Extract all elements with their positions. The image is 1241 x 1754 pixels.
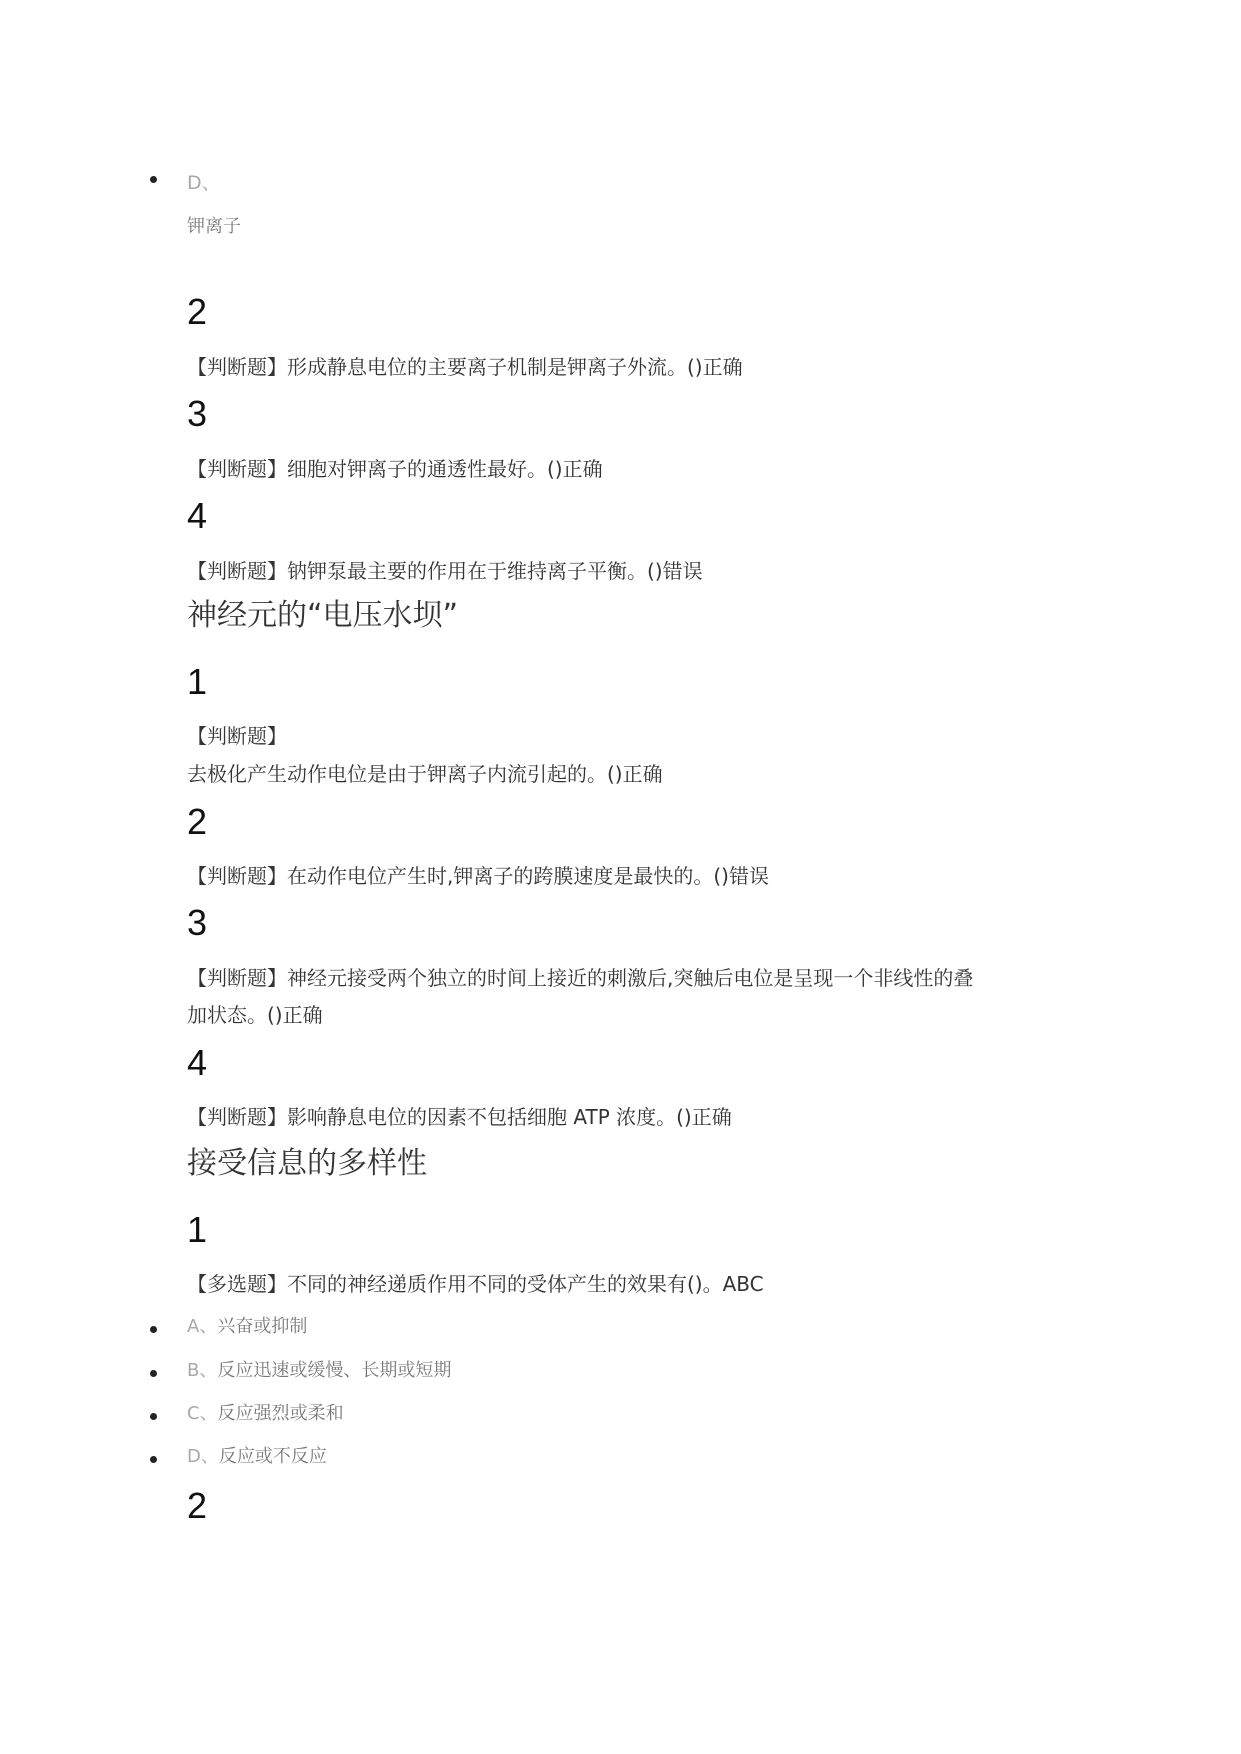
question-text-line2: 加状态。()正确 [187,1003,323,1027]
question-text: 【判断题】影响静息电位的因素不包括细胞 ATP 浓度。()正确 [187,1105,732,1129]
option-text: 反应强烈或柔和 [217,1403,344,1424]
option-b [187,1360,451,1382]
option-letter: C、 [187,1403,218,1424]
option-c [187,1403,344,1425]
option-letter: B、 [187,1360,218,1381]
option-a [187,1316,307,1338]
question-number: 1 [187,1209,208,1250]
question-number: 2 [187,291,208,332]
question-number: 3 [187,393,208,434]
question-text: 【判断题】细胞对钾离子的通透性最好。()正确 [187,457,603,481]
question-text: 【判断题】在动作电位产生时,钾离子的跨膜速度是最快的。()错误 [187,864,769,888]
list-bullet [150,1456,157,1463]
option-letter: D、 [187,172,221,194]
option-text: 反应迅速或缓慢、长期或短期 [217,1360,452,1381]
option-text: 兴奋或抑制 [217,1316,308,1337]
question-number: 3 [187,902,208,943]
question-number: 1 [187,661,208,702]
option-d [187,1446,327,1468]
question-number: 4 [187,1042,208,1083]
question-text: 【多选题】不同的神经递质作用不同的受体产生的效果有()。ABC [187,1272,764,1296]
question-text-line1: 【判断题】神经元接受两个独立的时间上接近的刺激后,突触后电位是呈现一个非线性的叠 [187,966,974,990]
option-text: 钾离子 [187,216,241,237]
question-number: 4 [187,495,208,536]
question-label: 【判断题】 [187,724,287,748]
list-bullet [150,176,157,183]
question-number: 2 [187,801,208,842]
list-bullet [150,1370,157,1377]
question-text: 【判断题】形成静息电位的主要离子机制是钾离子外流。()正确 [187,355,743,379]
list-bullet [150,1326,157,1333]
question-number: 2 [187,1485,208,1526]
section-title: 神经元的“电压水坝” [187,598,459,633]
option-letter: A、 [187,1316,218,1337]
section-title: 接受信息的多样性 [187,1146,427,1181]
list-bullet [150,1413,157,1420]
question-text: 去极化产生动作电位是由于钾离子内流引起的。()正确 [187,762,663,786]
option-letter: D、 [187,1446,219,1467]
option-text: 反应或不反应 [218,1446,327,1467]
question-text: 【判断题】钠钾泵最主要的作用在于维持离子平衡。()错误 [187,559,703,583]
